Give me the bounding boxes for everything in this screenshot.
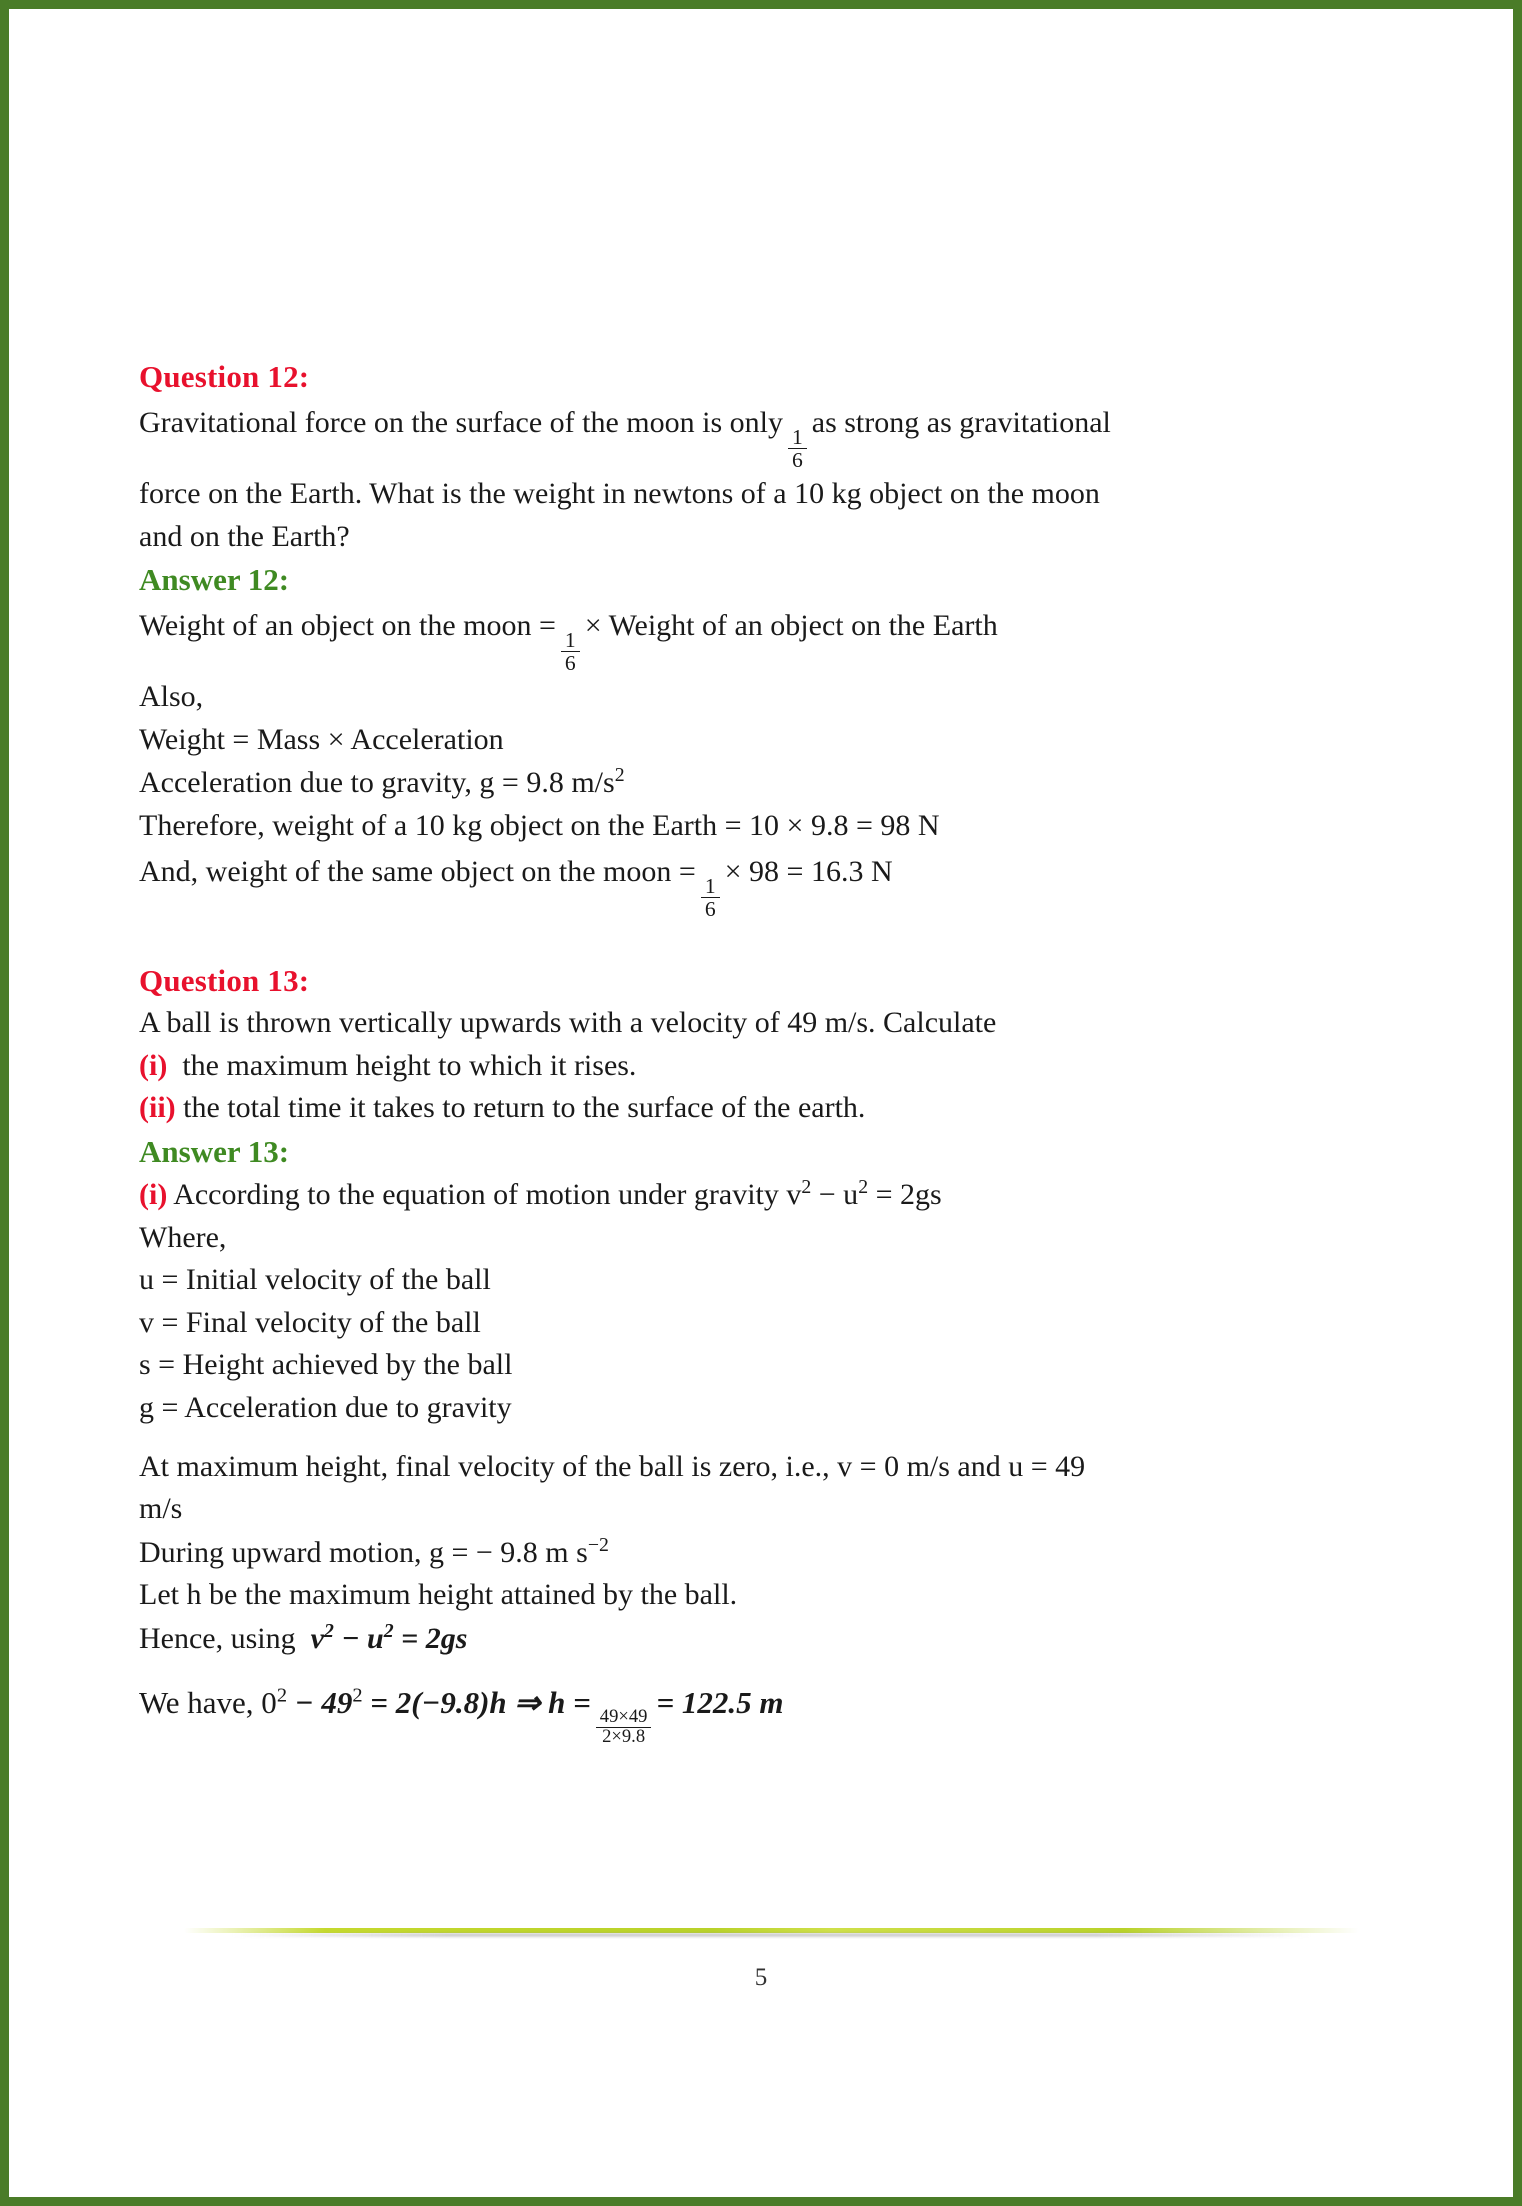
page-content: [139, 359, 1409, 1747]
fraction-one-sixth: [788, 426, 807, 471]
answer-12-line-4-text: Acceleration due to gravity, g = 9.8 m/s: [139, 766, 615, 800]
question-12-text-a: Gravitational force on the surface of the moon is only: [139, 406, 783, 439]
footer-divider: [184, 1924, 1359, 1938]
fraction-one-sixth: [701, 875, 720, 920]
answer-13-line-8: [139, 1532, 1409, 1573]
answer-12-line-5: Therefore, weight of a 10 kg object on the Earth = 10 × 9.8 = 98 N: [139, 808, 940, 842]
section-spacer: [139, 923, 1409, 963]
answer-13-line-1-a: According to the equation of motion under gravity v: [173, 1178, 802, 1212]
answer-12-heading: Answer 12:: [139, 562, 290, 598]
paragraph-spacer: [139, 1431, 1409, 1447]
answer-12-line-1: [139, 602, 1409, 674]
fraction-one-sixth: [561, 629, 580, 674]
answer-13-line-6: g = Acceleration due to gravity: [139, 1391, 512, 1425]
footer-divider-shadow: [231, 1933, 1312, 1937]
answer-13-line-10-text: Hence, using: [139, 1622, 296, 1655]
question-12-text-b: as strong as gravitational: [811, 406, 1111, 439]
exponent-2: 2: [323, 1620, 334, 1642]
result-text-d: = 122.5 m: [656, 1684, 784, 1720]
item-marker-i: (i): [139, 1178, 168, 1212]
fraction-denominator: 6: [704, 897, 716, 922]
answer-13-line-8-text: During upward motion, g = − 9.8 m s: [139, 1535, 588, 1569]
exponent-2: 2: [801, 1176, 812, 1199]
answer-13-line-5: s = Height achieved by the ball: [139, 1348, 513, 1382]
fraction-numerator: 1: [561, 629, 580, 652]
result-text-b: − 49: [294, 1684, 353, 1720]
exponent-minus-2: −2: [587, 1533, 609, 1556]
fraction-denominator: 2×9.8: [602, 1725, 646, 1747]
fraction-denominator: 6: [791, 447, 803, 472]
answer-12-line-6-text-b: × 98 = 16.3 N: [724, 855, 893, 889]
answer-13-line-7b: m/s: [139, 1492, 183, 1526]
answer-13-line-1-b: − u: [818, 1178, 859, 1212]
exponent-2: 2: [352, 1684, 363, 1707]
formula-minus-u: − u: [341, 1622, 384, 1655]
answer-12-line-2: Also,: [139, 680, 204, 713]
answer-13-line-7: At maximum height, final velocity of the ball is zero, i.e., v = 0 m/s and u = 49: [139, 1449, 1086, 1483]
formula-equals-2gs: = 2gs: [401, 1622, 468, 1655]
question-12-heading: Question 12:: [139, 359, 310, 394]
answer-13-line-9: Let h be the maximum height attained by the ball.: [139, 1578, 738, 1612]
result-text-a: We have, 0: [139, 1684, 277, 1720]
answer-12-line-4: [139, 762, 1409, 803]
fraction-49x49-over-2x9.8: [596, 1705, 652, 1747]
exponent-2: 2: [614, 764, 625, 787]
formula-v: v: [310, 1622, 324, 1655]
formula-v-squared-minus-u-squared: [311, 1622, 468, 1655]
paragraph-spacer: [139, 1662, 1409, 1678]
item-marker-ii: (ii): [139, 1091, 176, 1125]
answer-13-line-1-c: = 2gs: [875, 1178, 942, 1212]
page-number: 5: [754, 1964, 768, 1991]
answer-13-line-3: u = Initial velocity of the ball: [139, 1263, 491, 1297]
question-13-line-1: A ball is thrown vertically upwards with a velocity of 49 m/s. Calculate: [139, 1006, 997, 1040]
fraction-numerator: 1: [788, 426, 807, 449]
question-13-heading: Question 13:: [139, 963, 310, 999]
exponent-2: 2: [276, 1684, 288, 1707]
item-marker-i: (i): [139, 1048, 168, 1082]
item-ii-text: the total time it takes to return to the surface of the earth.: [183, 1091, 866, 1125]
answer-13-line-4: v = Final velocity of the ball: [139, 1305, 481, 1339]
question-13-item-i: [139, 1046, 1409, 1086]
answer-12-line-6: [139, 848, 1409, 920]
fraction-numerator: 49×49: [596, 1708, 652, 1728]
exponent-2: 2: [383, 1620, 394, 1642]
answer-13-line-1: [139, 1174, 1409, 1215]
page-inner: [9, 9, 1513, 2197]
answer-12-text-b: × Weight of an object on the Earth: [584, 609, 998, 643]
answer-12-line-3: Weight = Mass × Acceleration: [139, 722, 504, 756]
exponent-2: 2: [858, 1176, 869, 1199]
answer-13-result: [139, 1678, 1409, 1747]
answer-13-line-2: Where,: [139, 1220, 227, 1254]
question-12-line-3: and on the Earth?: [139, 519, 350, 553]
question-12-line-2: force on the Earth. What is the weight in newtons of a 10 kg object on the moon: [139, 476, 1100, 510]
answer-12-line-6-text-a: And, weight of the same object on the moon =: [139, 855, 696, 889]
result-text-c: = 2(−9.8)h ⇒ h =: [370, 1684, 591, 1720]
question-12-line-1: [139, 399, 1409, 471]
item-i-text: the maximum height to which it rises.: [182, 1048, 637, 1082]
question-13-item-ii: [139, 1088, 1409, 1128]
fraction-numerator: 1: [701, 875, 720, 898]
answer-13-heading: Answer 13:: [139, 1134, 290, 1170]
answer-12-text-a: Weight of an object on the moon =: [139, 609, 556, 643]
answer-13-line-10: [139, 1618, 1409, 1659]
fraction-denominator: 6: [564, 650, 576, 675]
